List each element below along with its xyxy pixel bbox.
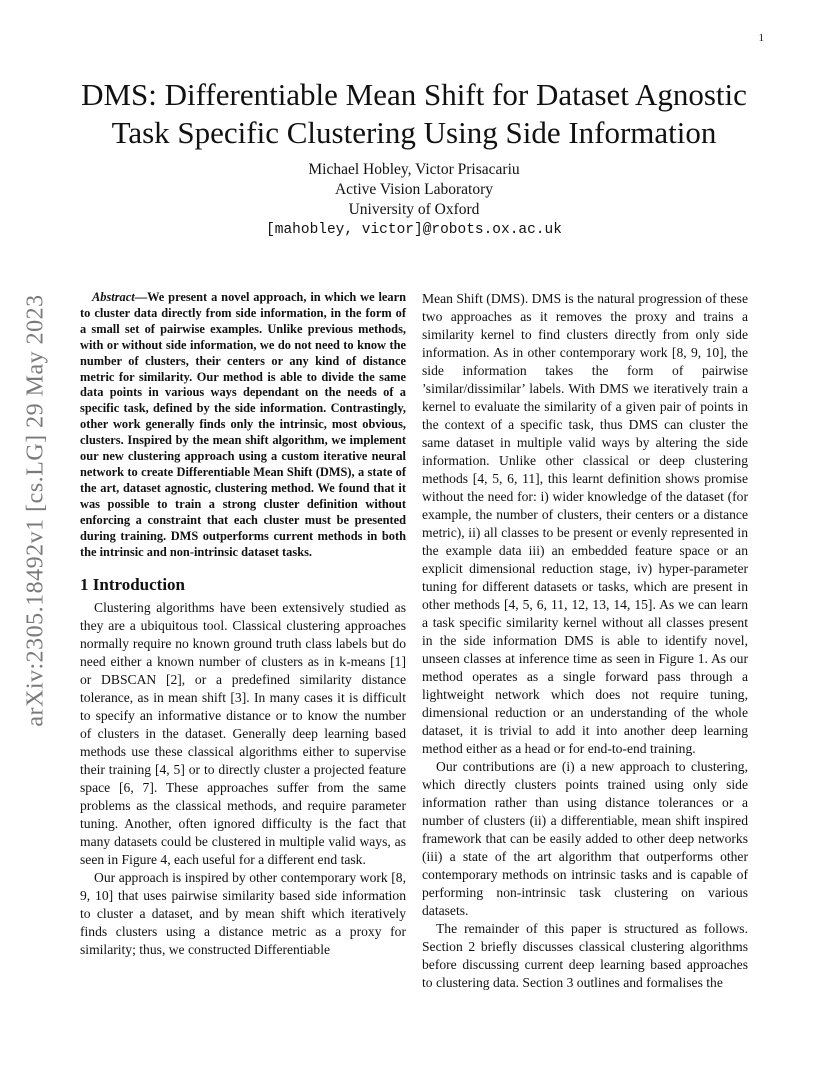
intro-paragraph-3: Mean Shift (DMS). DMS is the natural progression of these two approaches as it removes the proxy and trains a similarity kernel to find clusters directly from only side information. As in other contemporary work [8, 9, 10], the side information takes the form of pairwise ’similar/dissimilar’ labels. With DMS we iteratively train a kernel to evaluate the similarity of a given pair of points in the context of a specific task, thus DMS can cluster the same dataset in multiple valid ways by altering the side information. Unlike other classical or deep clustering methods [4, 5, 6, 11], this learnt definition shows promise without the need for: i) wider knowledge of the dataset (for example, the number of clusters, their centers or a distance metric), ii) all classes to be present or evenly represented in the example data iii) an embedded feature space or an explicit dimensional reduction stage, iv) hyper-parameter tuning for different datasets or tasks, which are present in other methods [4, 5, 6, 11, 12, 13, 14, 15]. As we can learn a task specific similarity kernel without all classes present in the side information DMS is able to identify novel, unseen classes at inference time as seen in Figure 1. As our method operates as a single forward pass through a lightweight network which does not require tuning, dimensional reduction or an understanding of the whole dataset, it is trivial to add it into another deep learning method either as a head or for end-to-end training. <box>422 291 748 756</box>
abstract <box>80 290 406 560</box>
author-email: [mahobley, victor]@robots.ox.ac.uk <box>266 222 562 238</box>
author-names: Michael Hobley, Victor Prisacariu <box>308 161 520 178</box>
affiliation-lab: Active Vision Laboratory <box>334 181 494 198</box>
right-column <box>422 290 748 992</box>
page-number: 1 <box>758 32 764 44</box>
affiliation-university: University of Oxford <box>348 201 480 218</box>
title-line-1: DMS: Differentiable Mean Shift for Dataset Agnostic <box>81 77 747 112</box>
title-line-2: Task Specific Clustering Using Side Information <box>111 115 717 150</box>
left-column <box>80 290 406 959</box>
contributions-paragraph: Our contributions are (i) a new approach to clustering, which directly clusters points trained using only side information rather than using distance tolerances or a number of clusters (ii) a differentiable, mean shift inspired framework that can be easily added to other deep networks (iii) a state of the art algorithm that outperforms other contemporary methods on intrinsic tasks and is capable of performing non-intrinsic task clustering on various datasets. <box>422 759 748 918</box>
structure-paragraph: The remainder of this paper is structured as follows. Section 2 briefly discusses classical clustering algorithms before discussing current deep learning based approaches to clustering data. Section 3 outlines and formalises the <box>422 921 748 990</box>
arxiv-identifier-sidebar <box>20 290 52 730</box>
author-block <box>40 160 788 240</box>
arxiv-identifier: arXiv:2305.18492v1 [cs.LG] 29 May 2023 <box>22 293 49 727</box>
paper-title <box>40 76 788 152</box>
section-heading-introduction: 1 Introduction <box>80 575 186 595</box>
intro-paragraph-2: Our approach is inspired by other contemporary work [8, 9, 10] that uses pairwise similarity based side information to cluster a dataset, and by mean shift which iteratively finds clusters using a distance metric as a proxy for similarity; thus, we constructed Differentiable <box>80 870 406 958</box>
intro-paragraph-1: Clustering algorithms have been extensively studied as they are a ubiquitous tool. Classical clustering approaches normally require no known ground truth class labels but do need either a known number of clusters as in k-means [1] or DBSCAN [2], or a predefined similarity distance tolerance, as in mean shift [3]. In many cases it is difficult to specify an informative distance or to know the number of clusters in the dataset. Generally deep learning based methods use these classical algorithms either to supervise their training [4, 5] or to directly cluster a projected feature space [6, 7]. These approaches suffer from the same problems as the classical methods, and require parameter tuning. Another, often ignored difficulty is the fact that many datasets could be clustered in multiple valid ways, as seen in Figure 4, each useful for a different end task. <box>80 600 406 868</box>
abstract-label: Abstract <box>92 290 135 304</box>
abstract-text: —We present a novel approach, in which we learn to cluster data directly from side information, in the form of a small set of pairwise examples. Unlike previous methods, with or without side information, we do not need to know the number of clusters, their centers or any kind of distance metric for similarity. Our method is able to divide the same data points in various ways dependant on the needs of a specific task, defined by the side information. Contrastingly, other work generally finds only the intrinsic, most obvious, clusters. Inspired by the mean shift algorithm, we implement our new clustering approach using a custom iterative neural network to create Differentiable Mean Shift (DMS), a state of the art, dataset agnostic, clustering method. We found that it was possible to train a strong cluster definition without enforcing a constraint that each cluster must be presented during training. DMS outperforms current methods in both the intrinsic and non-intrinsic dataset tasks. <box>80 290 406 559</box>
